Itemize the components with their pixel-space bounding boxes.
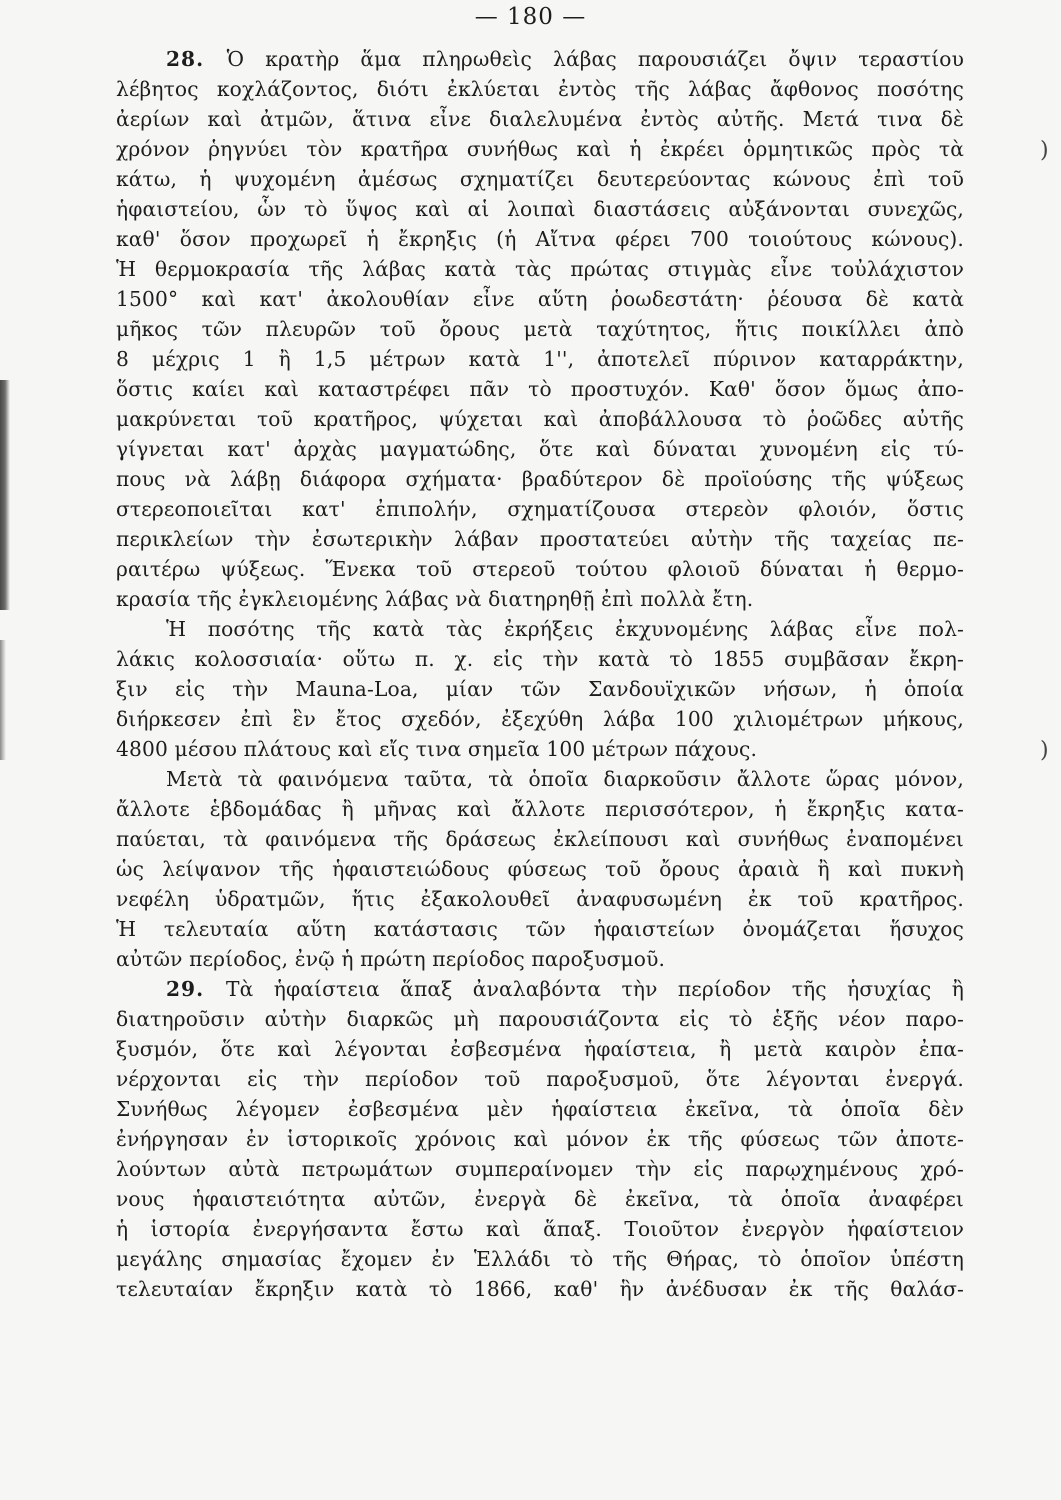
line-text: Τὰ ἡφαίστεια ἅπαξ ἀναλαβόντα τὴν περίοδον τῆς ἡσυχίας ἢ [225, 977, 964, 1001]
line-text: μεγάλης σημασίας ἔχομεν ἐν Ἑλλάδι τὸ τῆς Θήρας, τὸ ὁποῖον ὑπέστη [116, 1247, 964, 1271]
text-line [116, 44, 964, 74]
text-line [116, 1154, 964, 1184]
text-line [116, 1004, 964, 1034]
line-text: λάκις κολοσσιαία· οὕτω π. χ. εἰς τὴν κατὰ τὸ 1855 συμβᾶσαν ἔκρη- [116, 647, 964, 671]
line-text: Ὁ κρατὴρ ἅμα πληρωθεὶς λάβας παρουσιάζει ὄψιν τεραστίου [226, 47, 964, 71]
text-line [116, 524, 964, 554]
text-line [116, 1124, 964, 1154]
line-text: μακρύνεται τοῦ κρατῆρος, ψύχεται καὶ ἀποβάλλουσα τὸ ῥοῶδες αὐτῆς [116, 407, 964, 431]
line-text: Ἡ τελευταία αὕτη κατάστασις τῶν ἡφαιστείων ὀνομάζεται ἥσυχος [116, 917, 964, 941]
text-line [116, 404, 964, 434]
line-text: Ἡ θερμοκρασία τῆς λάβας κατὰ τὰς πρώτας στιγμὰς εἶνε τοὐλάχιστον [116, 257, 964, 281]
text-line [116, 614, 964, 644]
section-number: 29. [166, 977, 226, 1001]
margin-mark: ) [1040, 738, 1049, 763]
text-line [116, 134, 964, 164]
text-line [116, 824, 964, 854]
line-text: λούντων αὐτὰ πετρωμάτων συμπεραίνομεν τὴν εἰς παρῳχημένους χρό- [116, 1157, 964, 1181]
line-text: γίγνεται κατ' ἀρχὰς μαγματώδης, ὅτε καὶ δύναται χυνομένη εἰς τύ- [116, 437, 964, 461]
line-text: ξιν εἰς τὴν Mauna-Loa, μίαν τῶν Σανδουϊχικῶν νήσων, ἡ ὁποία [116, 677, 964, 701]
text-line [116, 164, 964, 194]
text-line [116, 104, 964, 134]
text-line [116, 794, 964, 824]
line-text: 4800 μέσου πλάτους καὶ εἴς τινα σημεῖα 100 μέτρων πάχους. [116, 737, 758, 761]
line-text: καθ' ὅσον προχωρεῖ ἡ ἔκρηξις (ἡ Αἴτνα φέρει 700 τοιούτους κώνους). [116, 227, 964, 251]
line-text: περικλείων τὴν ἐσωτερικὴν λάβαν προστατεύει αὐτὴν τῆς ταχείας πε- [116, 527, 964, 551]
scan-shadow [0, 380, 10, 610]
text-line [116, 464, 964, 494]
text-line [116, 584, 964, 614]
text-line [116, 1064, 964, 1094]
text-line [116, 344, 964, 374]
scan-shadow [0, 640, 6, 760]
line-text: 8 μέχρις 1 ἢ 1,5 μέτρων κατὰ 1'', ἀποτελεῖ πύρινον καταρράκτην, [116, 347, 964, 371]
line-text: στερεοποιεῖται κατ' ἐπιπολήν, σχηματίζουσα στερεὸν φλοιόν, ὅστις [116, 497, 964, 521]
text-line [116, 224, 964, 254]
line-text: Μετὰ τὰ φαινόμενα ταῦτα, τὰ ὁποῖα διαρκοῦσιν ἄλλοτε ὥρας μόνον, [166, 767, 964, 791]
text-line [116, 314, 964, 344]
text-line [116, 764, 964, 794]
line-text: νέρχονται εἰς τὴν περίοδον τοῦ παροξυσμοῦ, ὅτε λέγονται ἐνεργά. [116, 1067, 964, 1091]
text-line [116, 374, 964, 404]
line-text: κάτω, ἡ ψυχομένη ἀμέσως σχηματίζει δευτερεύοντας κώνους ἐπὶ τοῦ [116, 167, 964, 191]
line-text: διατηροῦσιν αὐτὴν διαρκῶς μὴ παρουσιάζοντα εἰς τὸ ἑξῆς νέον παρο- [116, 1007, 964, 1031]
line-text: ἡ ἱστορία ἐνεργήσαντα ἔστω καὶ ἅπαξ. Τοιοῦτον ἐνεργὸν ἡφαίστειον [116, 1217, 964, 1241]
text-line [116, 1214, 964, 1244]
text-line [116, 734, 964, 764]
text-line [116, 74, 964, 104]
text-line [116, 884, 964, 914]
text-line [116, 1274, 964, 1304]
text-line [116, 284, 964, 314]
text-line [116, 944, 964, 974]
line-text: μῆκος τῶν πλευρῶν τοῦ ὄρους μετὰ ταχύτητος, ἥτις ποικίλλει ἀπὸ [116, 317, 964, 341]
line-text: ἡφαιστείου, ὧν τὸ ὕψος καὶ αἱ λοιπαὶ διαστάσεις αὐξάνονται συνεχῶς, [116, 197, 964, 221]
margin-mark: ) [1040, 138, 1049, 163]
line-text: αὐτῶν περίοδος, ἐνῷ ἡ πρώτη περίοδος παροξυσμοῦ. [116, 947, 666, 971]
text-line [116, 1034, 964, 1064]
text-line [116, 1184, 964, 1214]
line-text: λέβητος κοχλάζοντος, διότι ἐκλύεται ἐντὸς τῆς λάβας ἄφθονος ποσότης [116, 77, 964, 101]
line-text: νεφέλη ὑδρατμῶν, ἥτις ἐξακολουθεῖ ἀναφυσωμένη ἐκ τοῦ κρατῆρος. [116, 887, 964, 911]
section-number: 28. [166, 47, 227, 71]
line-text: παύεται, τὰ φαινόμενα τῆς δράσεως ἐκλείπουσι καὶ συνήθως ἐναπομένει [116, 827, 964, 851]
text-line [116, 1094, 964, 1124]
text-line [116, 434, 964, 464]
line-text: νους ἡφαιστειότητα αὐτῶν, ἐνεργὰ δὲ ἐκεῖνα, τὰ ὁποῖα ἀναφέρει [116, 1187, 964, 1211]
line-text: ἄλλοτε ἑβδομάδας ἢ μῆνας καὶ ἄλλοτε περισσότερον, ἡ ἔκρηξις κατα- [116, 797, 964, 821]
text-line [116, 494, 964, 524]
line-text: διήρκεσεν ἐπὶ ἓν ἔτος σχεδόν, ἐξεχύθη λάβα 100 χιλιομέτρων μήκους, [116, 707, 964, 731]
text-line [116, 704, 964, 734]
line-text: ραιτέρω ψύξεως. Ἕνεκα τοῦ στερεοῦ τούτου φλοιοῦ δύναται ἡ θερμο- [116, 557, 964, 581]
text-line [116, 974, 964, 1004]
line-text: πους νὰ λάβῃ διάφορα σχήματα· βραδύτερον δὲ προϊούσης τῆς ψύξεως [116, 467, 964, 491]
line-text: ἀερίων καὶ ἀτμῶν, ἅτινα εἶνε διαλελυμένα ἐντὸς αὐτῆς. Μετά τινα δὲ [116, 107, 964, 131]
line-text: κρασία τῆς ἐγκλειομένης λάβας νὰ διατηρηθῇ ἐπὶ πολλὰ ἔτη. [116, 587, 754, 611]
text-line [116, 674, 964, 704]
text-line [116, 554, 964, 584]
text-line [116, 854, 964, 884]
line-text: τελευταίαν ἔκρηξιν κατὰ τὸ 1866, καθ' ἣν ἀνέδυσαν ἐκ τῆς θαλάσ- [116, 1277, 964, 1301]
line-text: 1500° καὶ κατ' ἀκολουθίαν εἶνε αὕτη ῥοωδεστάτη· ῥέουσα δὲ κατὰ [116, 287, 964, 311]
text-line [116, 914, 964, 944]
line-text: ἐνήργησαν ἐν ἱστορικοῖς χρόνοις καὶ μόνον ἐκ τῆς φύσεως τῶν ἀποτε- [116, 1127, 964, 1151]
line-text: Συνήθως λέγομεν ἐσβεσμένα μὲν ἡφαίστεια ἐκεῖνα, τὰ ὁποῖα δὲν [116, 1097, 964, 1121]
line-text: Ἡ ποσότης τῆς κατὰ τὰς ἐκρήξεις ἐκχυνομένης λάβας εἶνε πολ- [166, 617, 964, 641]
line-text: ξυσμόν, ὅτε καὶ λέγονται ἐσβεσμένα ἡφαίστεια, ἢ μετὰ καιρὸν ἐπα- [116, 1037, 964, 1061]
text-line [116, 1244, 964, 1274]
text-line [116, 194, 964, 224]
line-text: χρόνον ῥηγνύει τὸν κρατῆρα συνήθως καὶ ἡ ἐκρέει ὁρμητικῶς πρὸς τὰ [116, 137, 964, 161]
body-text [116, 44, 964, 1304]
text-line [116, 254, 964, 284]
line-text: ὅστις καίει καὶ καταστρέφει πᾶν τὸ προστυχόν. Καθ' ὅσον ὅμως ἀπο- [116, 377, 964, 401]
text-line [116, 644, 964, 674]
line-text: ὡς λείψανον τῆς ἡφαιστειώδους φύσεως τοῦ ὄρους ἀραιὰ ἢ καὶ πυκνὴ [116, 857, 964, 881]
page-number: — 180 — [474, 4, 587, 30]
